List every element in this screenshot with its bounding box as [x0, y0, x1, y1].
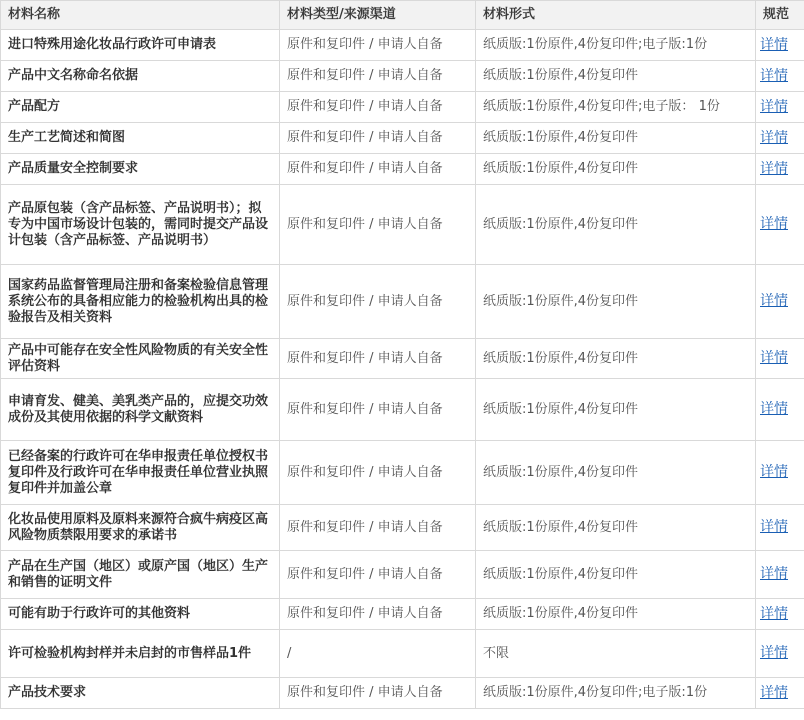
- material-type-cell: 原件和复印件 / 申请人自备: [280, 599, 476, 630]
- material-name-cell: 申请育发、健美、美乳类产品的，应提交功效成份及其使用依据的科学文献资料: [1, 379, 280, 441]
- detail-link[interactable]: 详情: [760, 160, 788, 177]
- material-name-cell: 已经备案的行政许可在华申报责任单位授权书复印件及行政许可在华申报责任单位营业执照复印件并加盖公章: [1, 441, 280, 505]
- material-form-cell: 纸质版:1份原件,4份复印件: [476, 154, 756, 185]
- detail-link[interactable]: 详情: [760, 605, 788, 622]
- detail-cell: [756, 505, 804, 551]
- material-form-cell: 纸质版:1份原件,4份复印件: [476, 551, 756, 599]
- material-name-cell: 生产工艺简述和简图: [1, 123, 280, 154]
- material-form-cell: 纸质版:1份原件,4份复印件;电子版:1份: [476, 30, 756, 61]
- material-type-cell: 原件和复印件 / 申请人自备: [280, 92, 476, 123]
- table-row: [1, 339, 804, 379]
- material-type-cell: /: [280, 630, 476, 678]
- table-row: [1, 678, 804, 709]
- material-type-cell: 原件和复印件 / 申请人自备: [280, 339, 476, 379]
- material-form-cell: 纸质版:1份原件,4份复印件: [476, 599, 756, 630]
- material-name-cell: 产品质量安全控制要求: [1, 154, 280, 185]
- material-form-cell: 纸质版:1份原件,4份复印件;电子版:1份: [476, 678, 756, 709]
- material-form-cell: 纸质版:1份原件,4份复印件: [476, 339, 756, 379]
- detail-cell: [756, 92, 804, 123]
- detail-link[interactable]: 详情: [760, 216, 788, 232]
- table-header: [1, 1, 804, 30]
- table-row: [1, 61, 804, 92]
- detail-cell: [756, 441, 804, 505]
- table-row: [1, 92, 804, 123]
- material-name-cell: 产品技术要求: [1, 678, 280, 709]
- header-material-type: 材料类型/来源渠道: [280, 1, 476, 30]
- material-form-cell: 不限: [476, 630, 756, 678]
- material-type-cell: 原件和复印件 / 申请人自备: [280, 678, 476, 709]
- header-specification: 规范: [756, 1, 804, 30]
- detail-cell: [756, 630, 804, 678]
- material-name-cell: 可能有助于行政许可的其他资料: [1, 599, 280, 630]
- table-row: [1, 265, 804, 339]
- detail-link[interactable]: 详情: [760, 401, 788, 417]
- table-body: [1, 30, 804, 709]
- material-form-cell: 纸质版:1份原件,4份复印件: [476, 123, 756, 154]
- detail-link[interactable]: 详情: [760, 645, 788, 661]
- header-row: [1, 1, 804, 30]
- table-row: [1, 630, 804, 678]
- material-type-cell: 原件和复印件 / 申请人自备: [280, 154, 476, 185]
- material-name-cell: 产品原包装（含产品标签、产品说明书）；拟专为中国市场设计包装的，需同时提交产品设计包装（含产品标签、产品说明书）: [1, 185, 280, 265]
- material-form-cell: 纸质版:1份原件,4份复印件: [476, 505, 756, 551]
- table-row: [1, 379, 804, 441]
- material-form-cell: 纸质版:1份原件,4份复印件;电子版： 1份: [476, 92, 756, 123]
- table-row: [1, 441, 804, 505]
- detail-cell: [756, 30, 804, 61]
- table-row: [1, 185, 804, 265]
- detail-cell: [756, 154, 804, 185]
- table-row: [1, 551, 804, 599]
- table-row: [1, 154, 804, 185]
- material-type-cell: 原件和复印件 / 申请人自备: [280, 185, 476, 265]
- material-name-cell: 产品配方: [1, 92, 280, 123]
- material-name-cell: 产品中文名称命名依据: [1, 61, 280, 92]
- detail-link[interactable]: 详情: [760, 293, 788, 309]
- detail-cell: [756, 61, 804, 92]
- table-row: [1, 30, 804, 61]
- detail-cell: [756, 551, 804, 599]
- detail-link[interactable]: 详情: [760, 36, 788, 53]
- material-form-cell: 纸质版:1份原件,4份复印件: [476, 441, 756, 505]
- material-type-cell: 原件和复印件 / 申请人自备: [280, 123, 476, 154]
- table-row: [1, 599, 804, 630]
- detail-link[interactable]: 详情: [760, 464, 788, 480]
- material-form-cell: 纸质版:1份原件,4份复印件: [476, 379, 756, 441]
- detail-link[interactable]: 详情: [760, 98, 788, 115]
- detail-cell: [756, 185, 804, 265]
- detail-link[interactable]: 详情: [760, 684, 788, 701]
- detail-cell: [756, 339, 804, 379]
- material-form-cell: 纸质版:1份原件,4份复印件: [476, 185, 756, 265]
- detail-link[interactable]: 详情: [760, 566, 788, 582]
- header-material-form: 材料形式: [476, 1, 756, 30]
- material-form-cell: 纸质版:1份原件,4份复印件: [476, 61, 756, 92]
- material-name-cell: 化妆品使用原料及原料来源符合疯牛病疫区高风险物质禁限用要求的承诺书: [1, 505, 280, 551]
- detail-link[interactable]: 详情: [760, 350, 788, 366]
- detail-cell: [756, 599, 804, 630]
- material-type-cell: 原件和复印件 / 申请人自备: [280, 551, 476, 599]
- detail-cell: [756, 123, 804, 154]
- detail-cell: [756, 265, 804, 339]
- header-material-name: 材料名称: [1, 1, 280, 30]
- material-name-cell: 进口特殊用途化妆品行政许可申请表: [1, 30, 280, 61]
- detail-link[interactable]: 详情: [760, 129, 788, 146]
- material-type-cell: 原件和复印件 / 申请人自备: [280, 505, 476, 551]
- material-type-cell: 原件和复印件 / 申请人自备: [280, 265, 476, 339]
- material-type-cell: 原件和复印件 / 申请人自备: [280, 30, 476, 61]
- material-form-cell: 纸质版:1份原件,4份复印件: [476, 265, 756, 339]
- detail-cell: [756, 379, 804, 441]
- material-type-cell: 原件和复印件 / 申请人自备: [280, 61, 476, 92]
- material-name-cell: 产品在生产国（地区）或原产国（地区）生产和销售的证明文件: [1, 551, 280, 599]
- material-type-cell: 原件和复印件 / 申请人自备: [280, 379, 476, 441]
- detail-link[interactable]: 详情: [760, 519, 788, 535]
- detail-cell: [756, 678, 804, 709]
- table-row: [1, 505, 804, 551]
- table-row: [1, 123, 804, 154]
- detail-link[interactable]: 详情: [760, 67, 788, 84]
- material-name-cell: 许可检验机构封样并未启封的市售样品1件: [1, 630, 280, 678]
- material-name-cell: 产品中可能存在安全性风险物质的有关安全性评估资料: [1, 339, 280, 379]
- material-type-cell: 原件和复印件 / 申请人自备: [280, 441, 476, 505]
- material-name-cell: 国家药品监督管理局注册和备案检验信息管理系统公布的具备相应能力的检验机构出具的检验报告及相关资料: [1, 265, 280, 339]
